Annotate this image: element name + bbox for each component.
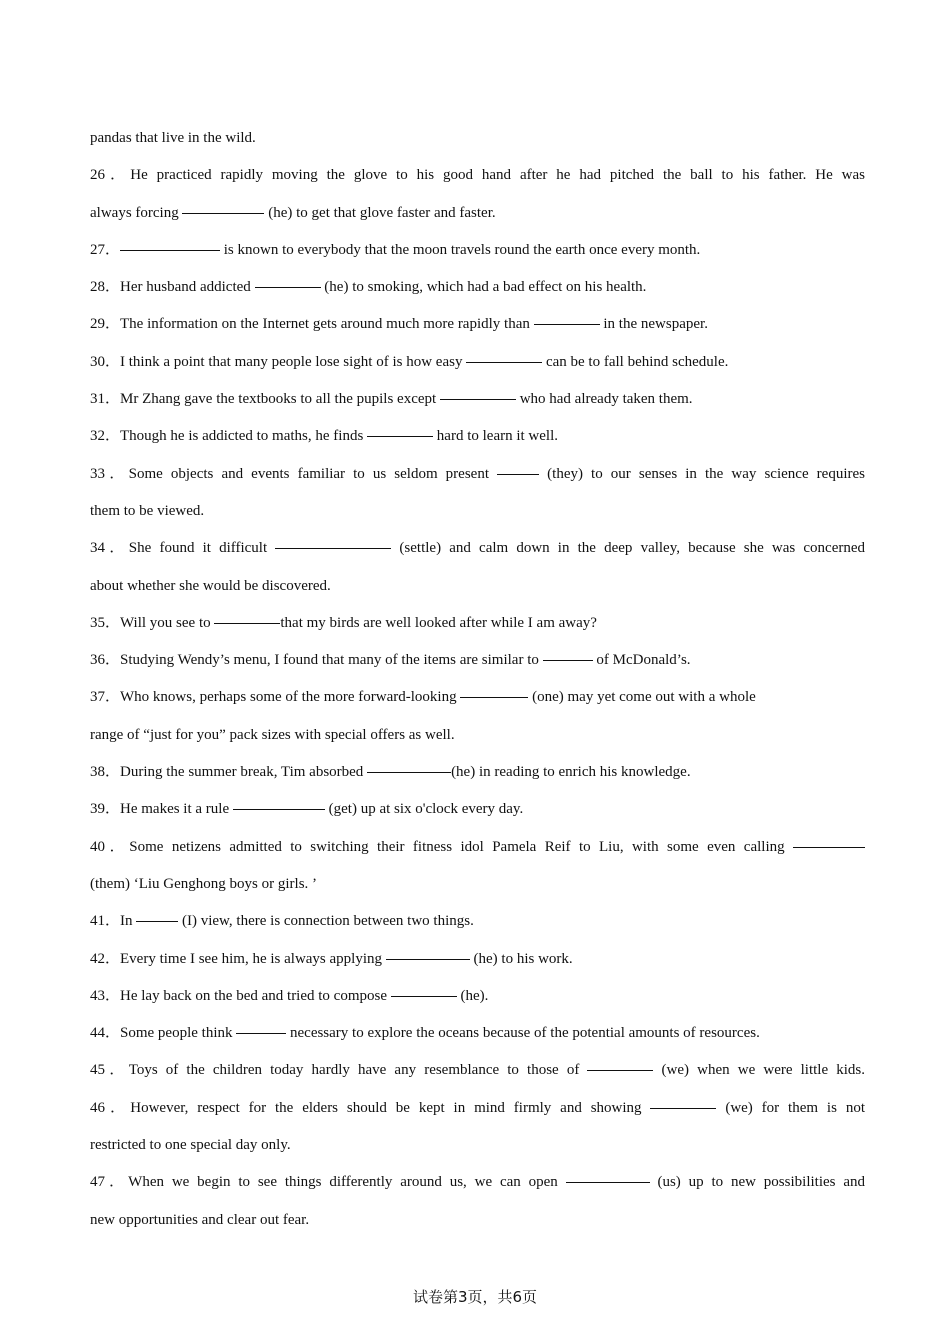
line-text: 42．Every time I see him, he is always applying [90,950,386,967]
line-text: 45．Toys of the children today hardly have any resemblance to those of [90,1062,588,1079]
line-text: 38．During the summer break, Tim absorbed [90,764,368,781]
line-text-after-blank: (he). [456,987,489,1004]
answer-blank[interactable] [386,958,470,960]
line-text-after-blank: (us) up to new possibilities and [649,1174,865,1191]
question-line [90,232,865,269]
line-text-after-blank: is known to everybody that the moon travels round the earth once every month. [220,241,701,258]
answer-blank[interactable] [275,547,391,549]
line-text: 26．He practiced rapidly moving the glove to his good hand after he had pitched the ball to his father. He was [90,167,865,184]
line-text-after-blank: (he) to his work. [469,950,573,967]
line-text: 40．Some netizens admitted to switching their fitness idol Pamela Reif to Liu, with some even calling [90,838,793,855]
line-text: new opportunities and clear out fear. [90,1211,310,1228]
answer-blank[interactable] [543,659,593,661]
line-text: 47．When we begin to see things differently around us, we can open [90,1174,566,1191]
line-text-after-blank: (they) to our senses in the way science requires [539,465,865,482]
line-text: about whether she would be discovered. [90,577,331,594]
line-text-after-blank: (get) up at six o'clock every day. [324,801,524,818]
line-text: 33．Some objects and events familiar to us seldom present [90,465,498,482]
question-line [90,157,865,194]
answer-blank[interactable] [367,435,433,437]
line-text: 29．The information on the Internet gets around much more rapidly than [90,316,534,333]
question-line [90,195,865,232]
line-text: 39．He makes it a rule [90,801,233,818]
line-text-after-blank: hard to learn it well. [433,428,559,445]
question-line [90,978,865,1015]
line-text: 34．She found it difficult [90,540,276,557]
line-text-after-blank: (one) may yet come out with a whole [528,689,756,706]
line-text-after-blank: who had already taken them. [515,391,693,408]
line-text: 28．Her husband addicted [90,279,255,296]
line-text-after-blank: (settle) and calm down in the deep valley, because she was concerned [391,540,865,557]
line-text: 46．However, respect for the elders should be kept in mind firmly and showing [90,1099,651,1116]
line-text-after-blank: in the newspaper. [599,316,708,333]
line-text: pandas that live in the wild. [90,130,256,146]
answer-blank[interactable] [460,696,528,698]
line-text-after-blank: of McDonald’s. [592,652,691,669]
line-text-after-blank: (we) for them is not [716,1099,865,1116]
answer-blank[interactable] [182,212,264,214]
question-line [90,418,865,455]
line-text: range of “just for you” pack sizes with special offers as well. [90,726,455,743]
answer-blank[interactable] [793,846,865,848]
line-text-after-blank: (we) when we were little kids. [653,1062,865,1079]
answer-blank[interactable] [466,361,542,363]
line-text: (them) ‘Liu Genghong boys or girls. ’ [90,875,318,892]
line-text-after-blank: necessary to explore the oceans because of the potential amounts of resources. [286,1025,760,1042]
line-text: 35．Will you see to [90,614,215,631]
question-line [90,866,865,903]
answer-blank[interactable] [534,323,600,325]
question-line [90,754,865,791]
line-text-after-blank: (he) to smoking, which had a bad effect on his health. [320,279,647,296]
answer-blank[interactable] [214,622,280,624]
question-line [90,120,865,157]
line-text-after-blank: (he) in reading to enrich his knowledge. [451,764,691,781]
question-line [90,1052,865,1089]
line-text: 30．I think a point that many people lose sight of is how easy [90,353,467,370]
question-line [90,791,865,828]
question-line [90,1164,865,1201]
question-line [90,493,865,530]
answer-blank[interactable] [120,249,220,251]
answer-blank[interactable] [391,995,457,997]
question-line [90,1127,865,1164]
line-text: them to be viewed. [90,502,205,519]
line-text: 37．Who knows, perhaps some of the more forward-looking [90,689,461,706]
question-line [90,269,865,306]
question-line [90,941,865,978]
question-line [90,717,865,754]
question-line [90,381,865,418]
line-text: 41．In [90,913,137,930]
line-text: 32．Though he is addicted to maths, he finds [90,428,368,445]
question-line [90,642,865,679]
question-line [90,568,865,605]
question-line [90,903,865,940]
question-line [90,829,865,866]
question-line [90,1202,865,1239]
question-line [90,679,865,716]
line-text-after-blank: (he) to get that glove faster and faster. [264,204,496,221]
question-line [90,605,865,642]
answer-blank[interactable] [236,1032,286,1034]
answer-blank[interactable] [233,808,325,810]
line-text: restricted to one special day only. [90,1137,291,1154]
answer-blank[interactable] [497,473,539,475]
answer-blank[interactable] [367,771,451,773]
line-text: 44．Some people think [90,1025,237,1042]
question-line [90,530,865,567]
question-line [90,456,865,493]
answer-blank[interactable] [650,1107,716,1109]
line-text-after-blank: that my birds are well looked after while I am away? [280,614,597,631]
answer-blank[interactable] [587,1069,653,1071]
line-text-after-blank: can be to fall behind schedule. [542,353,729,370]
line-text: 31．Mr Zhang gave the textbooks to all the pupils except [90,391,440,408]
answer-blank[interactable] [440,398,516,400]
answer-blank[interactable] [136,920,178,922]
question-line [90,306,865,343]
question-line [90,1015,865,1052]
exam-page-content [90,120,865,1239]
answer-blank[interactable] [566,1181,650,1183]
question-line [90,344,865,381]
answer-blank[interactable] [255,286,321,288]
line-text-after-blank: (I) view, there is connection between two things. [178,913,474,930]
line-text: 43．He lay back on the bed and tried to compose [90,987,391,1004]
line-text: 27． [90,241,121,258]
line-text: 36．Studying Wendy’s menu, I found that many of the items are similar to [90,652,543,669]
line-text: always forcing [90,204,183,221]
question-line [90,1090,865,1127]
page-footer: 试卷第3页，共6页 [412,1288,538,1306]
